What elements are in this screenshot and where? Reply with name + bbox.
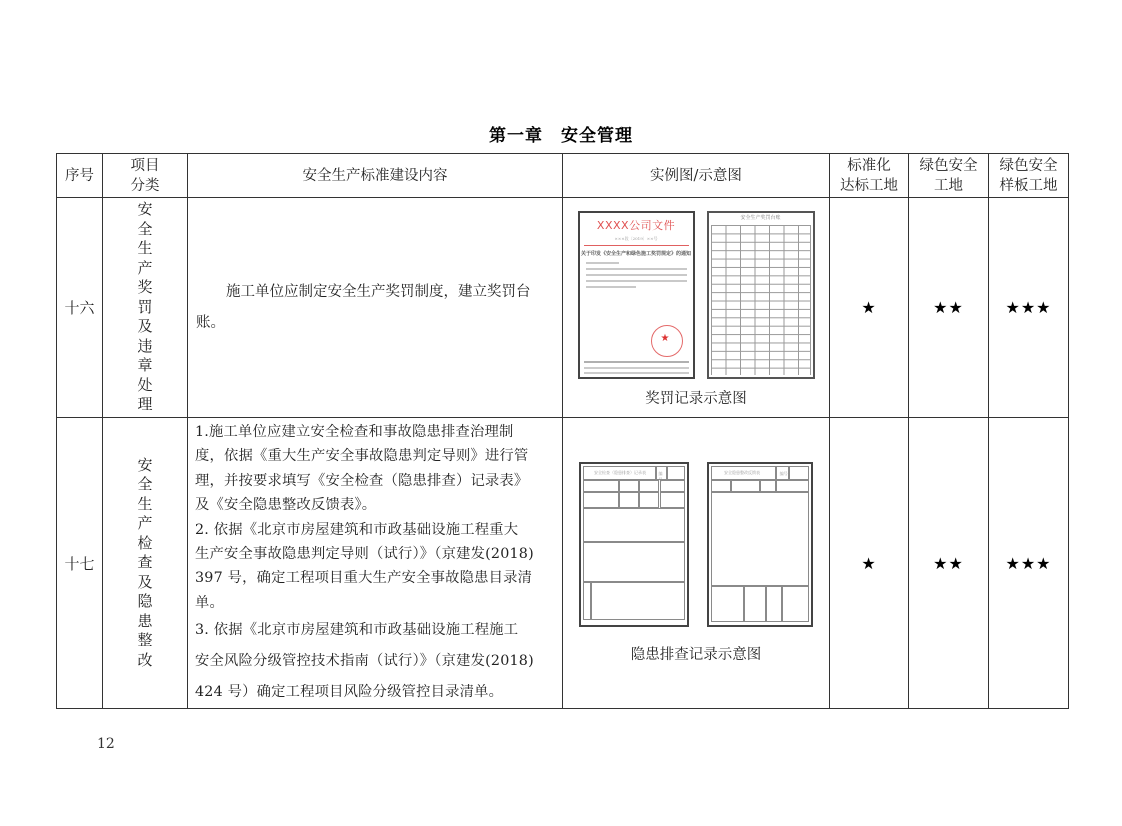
category-char: 章 (137, 356, 153, 375)
form-code-label: 编号 (779, 471, 788, 477)
doc-divider (584, 245, 689, 246)
form-cell (619, 480, 639, 492)
page-number: 12 (97, 736, 115, 752)
rating-standard: ★ (830, 198, 909, 418)
row-content (188, 198, 563, 418)
form-cell (639, 480, 659, 492)
category-char: 查 (137, 553, 153, 572)
rectification-form-thumbnail (707, 462, 813, 627)
category-char: 安 (137, 200, 153, 219)
category-char: 违 (137, 336, 153, 355)
form-title: 安全检查（隐患排查）记录表 (594, 470, 646, 476)
header-green-line2: 工地 (934, 177, 963, 194)
form-cell (667, 466, 685, 480)
row-category (103, 198, 188, 418)
form-cell (711, 492, 809, 586)
category-char: 患 (137, 611, 153, 630)
doc-title: 关于印发《安全生产和绿色施工奖罚规定》的通知 (580, 251, 691, 257)
doc-footer-line (584, 372, 689, 374)
form-cell (583, 480, 619, 492)
ledger-thumbnail (707, 211, 815, 379)
content-line: 安全风险分级管控技术指南（试行）》（京建发(2018) (195, 653, 534, 670)
header-standard-line1: 标准化 (847, 157, 891, 174)
header-standard-line2: 达标工地 (840, 177, 898, 194)
category-char: 产 (137, 258, 153, 277)
form-cell (660, 480, 686, 492)
content-line: 及《安全隐患整改反馈表》。 (195, 497, 377, 514)
header-category-line1: 项目 (130, 157, 160, 174)
category-char: 生 (137, 239, 153, 258)
image-caption: 隐患排查记录示意图 (630, 647, 762, 664)
form-body (583, 466, 685, 623)
category-char: 理 (137, 395, 153, 414)
form-title: 安全隐患整改反馈表 (724, 470, 760, 476)
category-char: 安 (137, 455, 153, 474)
table-row (57, 418, 1069, 709)
chapter-number: 第一章 (489, 126, 543, 146)
row-seq: 十七 (57, 418, 103, 709)
form-cell (639, 492, 659, 508)
form-cell (744, 586, 766, 622)
header-model-line1: 绿色安全 (999, 157, 1058, 174)
category-char: 产 (137, 514, 153, 533)
category-char: 改 (137, 650, 153, 669)
content-line: 单。 (195, 594, 224, 611)
doc-text-line (586, 268, 687, 270)
content-line: 2. 依据《北京市房屋建筑和市政基础设施工程重大 (195, 521, 519, 538)
content-line: 生产安全事故隐患判定导则（试行）》（京建发(2018) (195, 546, 534, 563)
rating-model: ★★★ (989, 198, 1069, 418)
category-char: 奖 (137, 278, 153, 297)
row-category (103, 418, 188, 709)
form-cell (660, 492, 686, 508)
ledger-title: 安全生产奖罚台账 (740, 215, 781, 221)
table-row (57, 198, 1069, 418)
category-vertical-text (103, 200, 187, 415)
category-char: 生 (137, 494, 153, 513)
content-line: 理，并按要求填写《安全检查（隐患排查）记录表》 (195, 472, 529, 489)
header-example: 实例图/示意图 (563, 154, 830, 198)
form-title-cell (711, 466, 776, 480)
form-cell (731, 480, 760, 492)
ledger-grid (711, 225, 811, 375)
category-char: 及 (137, 317, 153, 336)
doc-text-line (586, 286, 637, 288)
category-vertical-text (103, 456, 187, 671)
header-model (989, 154, 1069, 198)
category-char: 及 (137, 572, 153, 591)
doc-text-line (586, 280, 687, 282)
form-cell (711, 480, 731, 492)
doc-footer-line (584, 367, 689, 369)
header-seq: 序号 (57, 154, 103, 198)
form-code-cell (776, 466, 790, 480)
rating-green: ★★ (909, 418, 989, 709)
form-code-label: 编号 (658, 471, 663, 483)
content-line: 3. 依据《北京市房屋建筑和市政基础设施工程施工 (195, 622, 519, 639)
content-text (188, 418, 562, 708)
content-text (188, 277, 562, 339)
image-pair (563, 207, 829, 379)
chapter-name: 安全管理 (561, 126, 633, 146)
form-title-cell (583, 466, 656, 480)
image-caption: 奖罚记录示意图 (645, 391, 747, 407)
category-char: 检 (137, 533, 153, 552)
safety-standards-table (56, 153, 1069, 709)
form-cell (591, 582, 685, 620)
form-cell (583, 492, 619, 508)
content-line: 度，依据《重大生产安全事故隐患判定导则》进行管 (195, 448, 529, 465)
content-line: 424 号）确定工程项目风险分级管控目录清单。 (195, 684, 504, 701)
category-char: 全 (137, 219, 153, 238)
table-header-row (57, 154, 1069, 198)
doc-text-line (586, 262, 620, 264)
doc-header: XXXX公司文件 (596, 219, 676, 232)
form-cell (776, 480, 809, 492)
stamp-icon (651, 325, 683, 357)
rating-green: ★★ (909, 198, 989, 418)
form-cell (583, 582, 591, 620)
header-category-line2: 分类 (130, 177, 160, 194)
form-cell (789, 466, 809, 480)
doc-number: ×××段〔2019〕××号 (614, 236, 658, 241)
header-green (909, 154, 989, 198)
form-body (711, 466, 809, 623)
category-char: 罚 (137, 297, 153, 316)
form-cell (760, 480, 776, 492)
form-cell (766, 586, 782, 622)
content-line: 1.施工单位应建立安全检查和事故隐患排查治理制 (195, 424, 514, 440)
row-content (188, 418, 563, 709)
image-pair (563, 462, 829, 627)
content-paragraph: 施工单位应制定安全生产奖罚制度，建立奖罚台账。 (196, 283, 531, 331)
category-char: 隐 (137, 592, 153, 611)
doc-text-line (586, 274, 687, 276)
doc-footer-line (584, 361, 689, 363)
header-category (103, 154, 188, 198)
form-code-cell (656, 466, 666, 483)
form-cell (619, 492, 639, 508)
rating-standard: ★ (830, 418, 909, 709)
form-cell (711, 586, 744, 622)
header-content: 安全生产标准建设内容 (188, 154, 563, 198)
form-cell (782, 586, 809, 622)
content-line: 397 号，确定工程项目重大生产安全事故隐患目录清 (195, 570, 533, 587)
category-char: 全 (137, 475, 153, 494)
form-cell (583, 508, 685, 542)
form-cell (583, 542, 685, 582)
category-char: 处 (137, 375, 153, 394)
document-thumbnail (578, 211, 695, 379)
row-example-images (563, 418, 830, 709)
rating-model: ★★★ (989, 418, 1069, 709)
header-green-line1: 绿色安全 (919, 157, 978, 174)
chapter-title (0, 121, 1122, 146)
header-standard (830, 154, 909, 198)
category-char: 整 (137, 631, 153, 650)
row-example-images (563, 198, 830, 418)
header-model-line2: 样板工地 (999, 177, 1058, 194)
row-seq: 十六 (57, 198, 103, 418)
inspection-form-thumbnail (579, 462, 689, 627)
